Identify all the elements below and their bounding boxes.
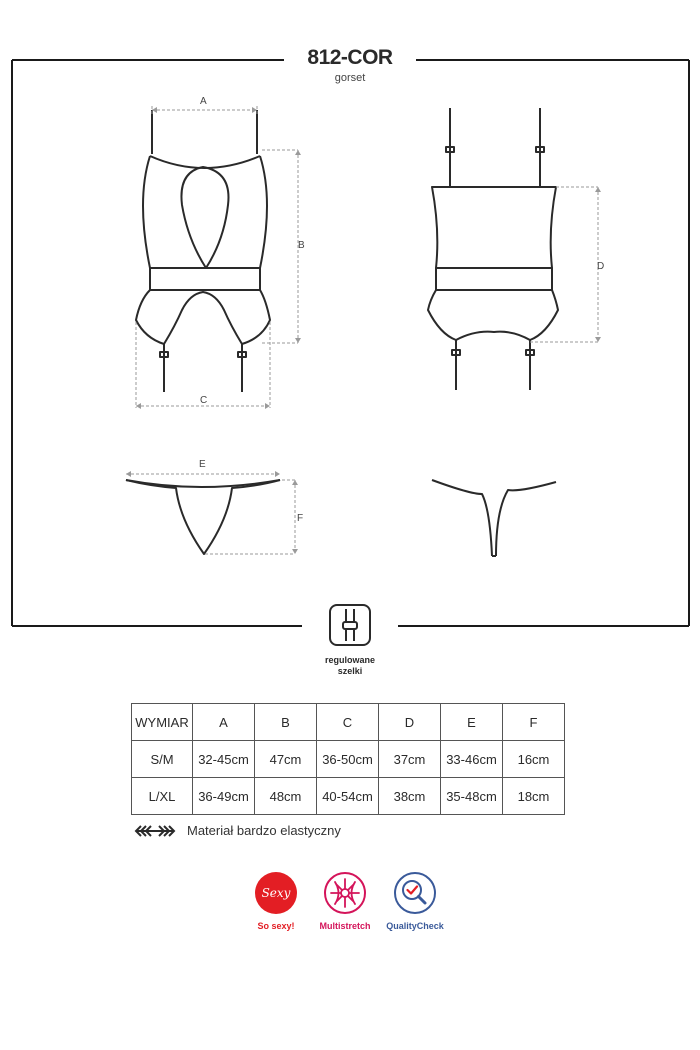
- table-cell: 35-48cm: [441, 778, 503, 815]
- table-row: [132, 741, 565, 778]
- frame-border: [12, 60, 689, 626]
- product-type: gorset: [334, 72, 366, 84]
- corset-front-drawing: [136, 110, 270, 392]
- quality-check-icon: [392, 870, 438, 916]
- dimension-label-f: F: [297, 513, 304, 524]
- table-cell: 37cm: [379, 741, 441, 778]
- badge-label-so-sexy: So sexy!: [257, 921, 295, 931]
- table-cell: 32-45cm: [193, 741, 255, 778]
- table-cell: 47cm: [255, 741, 317, 778]
- corset-back-drawing: [428, 108, 558, 390]
- table-header-cell: D: [379, 704, 441, 741]
- table-cell: 36-49cm: [193, 778, 255, 815]
- sexy-icon: [253, 870, 299, 916]
- size-table: [131, 703, 565, 815]
- multistretch-icon: [322, 870, 368, 916]
- material-note-text: Materiał bardzo elastyczny: [187, 823, 341, 838]
- table-header-cell: C: [317, 704, 379, 741]
- feature-label-line2: szelki: [337, 666, 363, 676]
- table-row: [132, 778, 565, 815]
- dimension-label-e: E: [199, 459, 206, 470]
- dimension-label-c: C: [200, 395, 208, 406]
- table-header-cell: F: [503, 704, 565, 741]
- stretch-arrows-icon: [131, 825, 179, 837]
- dimension-label-a: A: [200, 96, 207, 107]
- dimension-label-b: B: [298, 240, 305, 251]
- string-front-drawing: [126, 480, 280, 554]
- sexy-icon-text: Sexy: [261, 886, 291, 900]
- table-header-cell: E: [441, 704, 503, 741]
- size-table-header-row: [132, 704, 565, 741]
- table-cell: L/XL: [132, 778, 193, 815]
- table-cell: 40-54cm: [317, 778, 379, 815]
- table-header-cell: A: [193, 704, 255, 741]
- feature-label-line1: regulowane: [324, 655, 375, 665]
- adjustable-straps-icon: [328, 603, 372, 647]
- table-header-cell: B: [255, 704, 317, 741]
- feature-adjustable-straps: [300, 603, 400, 677]
- product-code: 812-COR: [307, 46, 393, 69]
- table-cell: 36-50cm: [317, 741, 379, 778]
- table-cell: 16cm: [503, 741, 565, 778]
- badge-label-multistretch: Multistretch: [319, 921, 371, 931]
- badge-quality-check: [370, 870, 460, 931]
- string-back-drawing: [432, 480, 556, 556]
- table-cell: 48cm: [255, 778, 317, 815]
- table-header-cell: WYMIAR: [132, 704, 193, 741]
- table-cell: S/M: [132, 741, 193, 778]
- dimension-label-d: D: [597, 261, 605, 272]
- table-cell: 33-46cm: [441, 741, 503, 778]
- table-cell: 38cm: [379, 778, 441, 815]
- table-cell: 18cm: [503, 778, 565, 815]
- badge-label-quality-check: QualityCheck: [386, 921, 444, 931]
- material-note: [131, 823, 341, 838]
